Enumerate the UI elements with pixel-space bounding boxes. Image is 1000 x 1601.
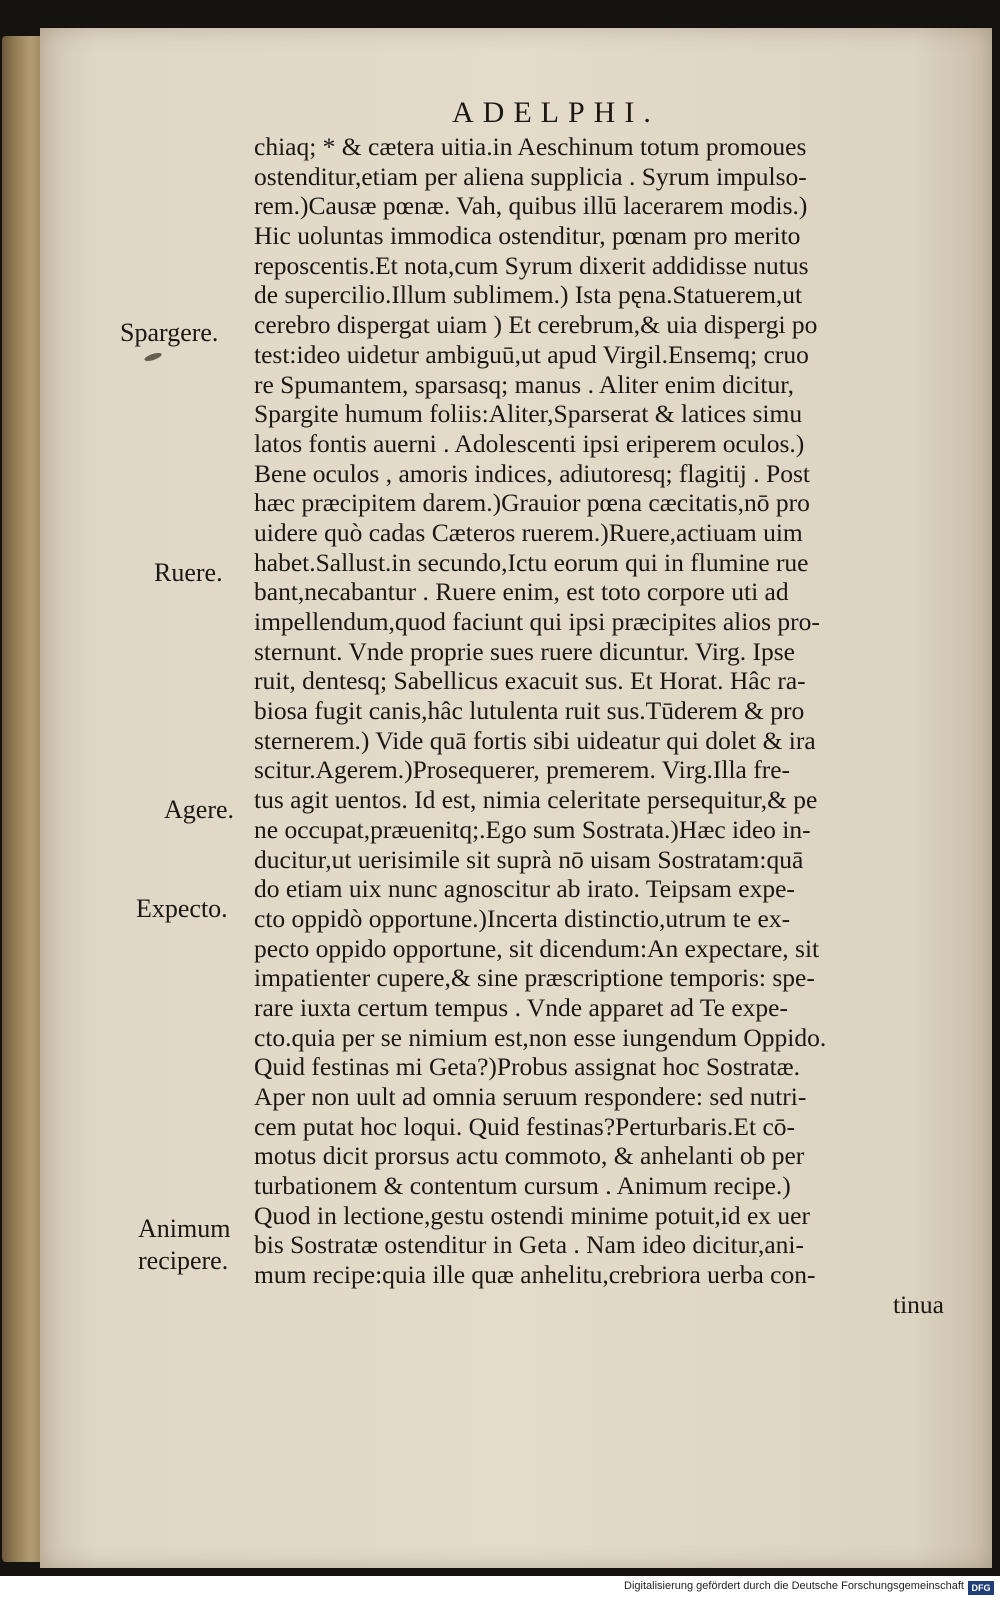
text-line: test:ideo uidetur ambiguū,ut apud Virgil.Ensemq; cruo [254,339,809,369]
text-line: sternunt. Vnde proprie sues ruere dicuntur. Virg. Ipse [254,636,795,666]
margin-note-expecto: Expecto. [136,894,228,923]
text-line: impatienter cupere,& sine præscriptione temporis: spe- [254,963,815,993]
text-line: de supercilio.Illum sublimem.) Ista pęna.Statuerem,ut [254,280,803,310]
text-line: Hic uoluntas immodica ostenditur, pœnam pro merito [254,221,801,251]
text-line: scitur.Agerem.)Prosequerer, premerem. Virg.Illa fre- [254,755,791,785]
text-line: cto oppidò opportune.)Incerta distinctio,utrum te ex- [254,903,791,933]
text-line: cto.quia per se nimium est,non esse iungendum Oppido. [254,1022,827,1052]
text-line: hæc præcipitem darem.)Grauior pœna cæcitatis,nō pro [254,488,810,518]
text-line: Quod in lectione,gestu ostendi minime potuit,id ex uer [254,1200,810,1230]
margin-note-agere: Agere. [164,795,235,824]
ink-smudge [144,351,163,362]
text-line: Quid festinas mi Geta?)Probus assignat hoc Sostratæ. [254,1052,801,1082]
margin-note-spargere: Spargere. [120,318,219,347]
text-line: rare iuxta certum tempus . Vnde apparet ad Te expe- [254,992,788,1022]
text-line: latos fontis auerni . Adolescenti ipsi eriperem oculos.) [254,428,805,458]
catchword: tinua [893,1289,944,1319]
text-line: ostenditur,etiam per aliena supplicia . Syrum impulso- [254,161,807,191]
running-head: ADELPHI. [452,96,660,129]
text-line: rem.)Causæ pœnæ. Vah, quibus illū lacerarem modis.) [254,191,808,221]
text-line: chiaq; * & cætera uitia.in Aeschinum totum promoues [254,132,807,161]
text-line: biosa fugit canis,hâc lutulenta ruit sus.Tūderem & pro [254,696,805,726]
page-content [40,28,992,1568]
text-line: tus agit uentos. Id est, nimia celeritate persequitur,& pe [254,785,818,815]
text-line: ruit, dentesq; Sabellicus exacuit sus. Et Horat. Hâc ra- [254,666,806,696]
text-line: ducitur,ut uerisimile sit suprà nō uisam Sostratam:quā [254,844,804,874]
text-line: Spargite humum foliis:Aliter,Sparserat & latices simu [254,399,803,429]
text-line: Aper non uult ad omnia seruum respondere: sed nutri- [254,1082,807,1111]
text-line: impellendum,quod faciunt qui ipsi præcipites alios pro- [254,607,820,636]
text-line: mum recipe:quia ille quæ anhelitu,crebriora uerba con- [254,1260,816,1290]
text-line: bis Sostratæ ostenditur in Geta . Nam ideo dicitur,ani- [254,1230,804,1260]
text-line: turbationem & contentum cursum . Animum recipe.) [254,1171,791,1201]
footer-bar [0,1576,1000,1601]
text-line: cem putat hoc loqui. Quid festinas?Perturbaris.Et cō- [254,1111,796,1141]
text-line: re Spumantem, sparsasq; manus . Aliter enim dicitur, [254,369,795,399]
text-line: cerebro dispergat uiam ) Et cerebrum,& uia dispergi po [254,310,818,340]
text-line: Bene oculos , amoris indices, adiutoresq; flagitij . Post [254,458,810,488]
main-text [254,132,944,1320]
margin-note-recipere: recipere. [138,1246,229,1275]
text-line: uidere quò cadas Cæteros ruerem.)Ruere,actiuam uim [254,517,803,547]
dfg-logo-icon: DFG [968,1581,994,1595]
text-line: do etiam uix nunc agnoscitur ab irato. Teipsam expe- [254,874,795,904]
margin-note-animum: Animum [138,1214,231,1243]
text-line: sternerem.) Vide quā fortis sibi uideatur qui dolet & ira [254,725,816,755]
text-line: habet.Sallust.in secundo,Ictu eorum qui in flumine rue [254,547,809,577]
text-line: reposcentis.Et nota,cum Syrum dixerit addidisse nutus [254,250,809,280]
footer-credit: Digitalisierung gefördert durch die Deutsche Forschungsgemeinschaft [624,1580,964,1592]
text-line: ne occupat,præuenitq;.Ego sum Sostrata.)Hæc ideo in- [254,814,811,844]
text-line: bant,necabantur . Ruere enim, est toto corpore uti ad [254,577,789,607]
book-page [40,28,992,1568]
margin-note-ruere: Ruere. [154,558,223,587]
text-line: pecto oppido opportune, sit dicendum:An expectare, sit [254,933,820,963]
text-line: motus dicit prorsus actu commoto, & anhelanti ob per [254,1141,805,1171]
